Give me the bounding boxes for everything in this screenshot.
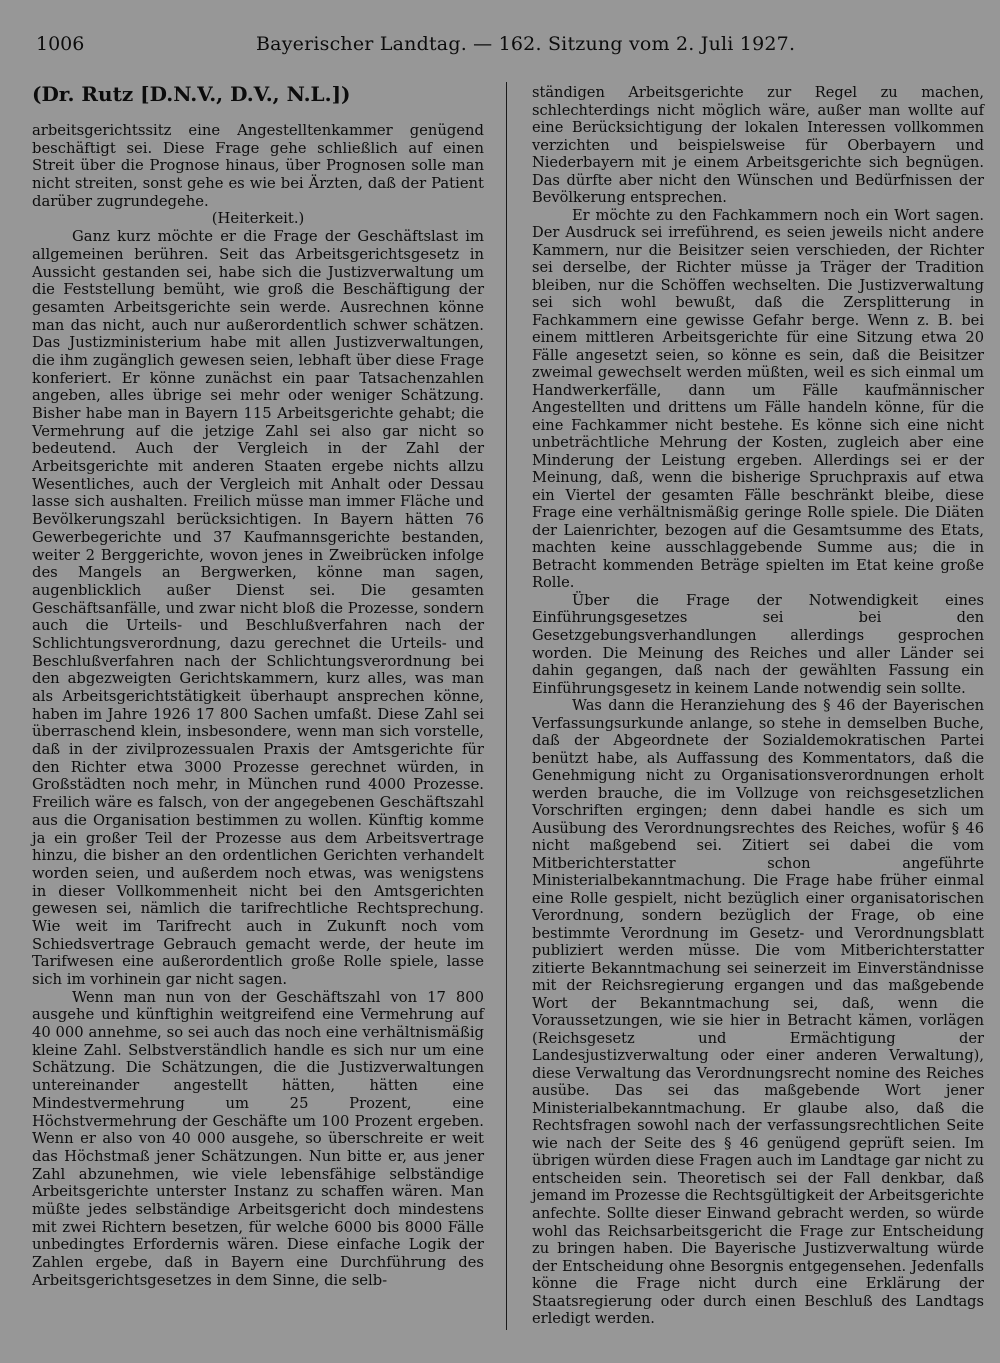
paragraph: Er möchte zu den Fachkammern noch ein Wort sagen. Der Ausdruck sei irreführend, es seien jeweils nicht andere Kammern, nur die Beisitzer seien verschieden, der Richter sei derselbe, der Richter müsse ja Träger der Tradition bleiben, nur die Schöffen wechselten. Die Justizverwaltung sei sich wohl bewußt, daß die Zersplitterung in Fachkammern eine gewisse Gefahr berge. Wenn z. B. bei einem mittleren Arbeitsgerichte für eine Sitzung etwa 20 Fälle angesetzt seien, so könne es sein, daß die Beisitzer zweimal gewechselt werden müßten, weil es sich einmal um Handwerkerfälle, dann um Fälle kaufmännischer Angestellten und drittens um Fälle handeln könne, für die eine Fachkammer nicht bestehe. Es könne sich eine nicht unbeträchtliche Mehrung der Kosten, zugleich aber eine Minderung der Leistung ergeben. Allerdings sei er der Meinung, daß, wenn die bisherige Spruchpraxis auf etwa ein Viertel der gesamten Fälle beschränkt bleibe, diese Frage eine verhältnismäßig geringe Rolle spiele. Die Diäten der Laienrichter, bezogen auf die Gesamtsumme des Etats, machten keine ausschlaggebende Summe aus; die in Betracht kommenden Beträge spielten im Etat keine große Rolle.	[532, 206, 984, 592]
page-number: 1006	[36, 33, 85, 55]
paragraph: Was dann die Heranziehung des § 46 der Bayerischen Verfassungsurkunde anlange, so stehe in demselben Buche, daß der Abgeordnete der Sozialdemokratischen Partei benützt habe, als Auffassung des Kommentators, daß die Genehmigung nicht zu Organisationsverordnungen erholt werden brauche, die im Vollzuge von reichsgesetzlichen Vorschriften ergingen; denn dabei handle es sich um Ausübung des Verordnungsrechtes des Reiches, wofür § 46 nicht maßgebend sei. Zitiert sei dabei die vom Mitberichterstatter schon angeführte Ministerialbekanntmachung. Die Frage habe früher einmal eine Rolle gespielt, nicht bezüglich einer organisatorischen Verordnung, sondern bezüglich der Frage, ob eine bestimmte Verordnung im Gesetz- und Verordnungsblatt publiziert werden müsse. Die vom Mitberichterstatter zitierte Bekanntmachung sei seinerzeit im Einverständnisse mit der Reichsregierung ergangen und das maßgebende Wort der Bekanntmachung sei, daß, wenn die Voraussetzungen, wie sie hier in Betracht kämen, vorlägen (Reichsgesetz und Ermächtigung der Landesjustizverwaltung oder einer anderen Verwaltung), diese Verwaltung das Verordnungsrecht nomine des Reiches ausübe. Das sei das maßgebende Wort jener Ministerialbekanntmachung. Er glaube also, daß die Rechtsfragen sowohl nach der verfassungsrechtlichen Seite wie nach der Seite des § 46 genügend geprüft seien. Im übrigen würden diese Fragen auch im Landtage gar nicht zu entscheiden sein. Theoretisch sei der Fall denkbar, daß jemand im Prozesse die Rechtsgültigkeit der Arbeitsgerichte anfechte. Sollte dieser Einwand gebracht werden, so würde wohl das Reichsarbeitsgericht die Frage zur Entscheidung zu bringen haben. Die Bayerische Justizverwaltung würde der Entscheidung ohne Besorgnis entgegensehen. Jedenfalls könne die Frage nicht durch eine Erklärung der Staatsregierung oder durch einen Beschluß des Landtags erledigt werden.	[532, 697, 984, 1328]
right-column	[532, 84, 984, 1328]
paragraph: Wenn man nun von der Geschäftszahl von 17 800 ausgehe und künftighin weitgreifend eine Vermehrung auf 40 000 annehme, so sei auch das noch eine verhältnismäßig kleine Zahl. Selbstverständlich handle es sich nur um eine Schätzung. Die Schätzungen, die die Justizverwaltungen untereinander angestellt hätten, hätten eine Mindestvermehrung um 25 Prozent, eine Höchstvermehrung der Geschäfte um 100 Prozent ergeben. Wenn er also von 40 000 ausgehe, so überschreite er weit das Höchstmaß jener Schätzungen. Nun bitte er, aus jener Zahl abzunehmen, wie viele lebensfähige selbständige Arbeitsgerichte unterster Instanz zu schaffen wären. Man müßte jedes selbständige Arbeitsgericht doch mindestens mit zwei Richtern besetzen, für welche 6000 bis 8000 Fälle unbedingtes Erfordernis wären. Diese einfache Logik der Zahlen ergebe, daß in Bayern eine Durchführung des Arbeitsgerichtsgesetzes in dem Sinne, die selb-	[32, 988, 484, 1289]
speaker-heading: (Dr. Rutz [D.N.V., D.V., N.L.])	[32, 82, 351, 106]
paragraph: arbeitsgerichtssitz eine Angestelltenkammer genügend beschäftigt sei. Diese Frage gehe schließlich auf einen Streit über die Prognose hinaus, über Prognosen solle man nicht streiten, sonst gehe es wie bei Ärzten, daß der Patient darüber zugrundegehe.	[32, 122, 484, 210]
running-head: Bayerischer Landtag. — 162. Sitzung vom 2. Juli 1927.	[256, 33, 796, 55]
paragraph: ständigen Arbeitsgerichte zur Regel zu machen, schlechterdings nicht möglich wäre, außer man wollte auf eine Berücksichtigung der lokalen Interessen vollkommen verzichten und beispielsweise für Oberbayern und Niederbayern mit je einem Arbeitsgerichte sich begnügen. Das dürfte aber nicht den Wünschen und Bedürfnissen der Bevölkerung entsprechen.	[532, 84, 984, 207]
paragraph: Ganz kurz möchte er die Frage der Geschäftslast im allgemeinen berühren. Seit das Arbeitsgerichtsgesetz in Aussicht gestanden sei, habe sich die Justizverwaltung um die Feststellung bemüht, wie groß die Beschäftigung der gesamten Arbeitsgerichte sein werde. Ausrechnen könne man das nicht, auch nur außerordentlich schwer schätzen. Das Justizministerium habe mit allen Justizverwaltungen, die ihm zugänglich gewesen seien, lebhaft über diese Frage konferiert. Er könne zunächst ein paar Tatsachenzahlen angeben, alles übrige sei mehr oder weniger Schätzung. Bisher habe man in Bayern 115 Arbeitsgerichte gehabt; die Vermehrung auf die jetzige Zahl sei also gar nicht so bedeutend. Auch der Vergleich in der Zahl der Arbeitsgerichte mit anderen Staaten ergebe nichts allzu Wesentliches, auch der Vergleich mit Anhalt oder Dessau lasse sich aushalten. Freilich müsse man immer Fläche und Bevölkerungszahl berücksichtigen. In Bayern hätten 76 Gewerbegerichte und 37 Kaufmannsgerichte bestanden, weiter 2 Berggerichte, wovon jenes in Zweibrücken infolge des Mangels an Bergwerken, könne man sagen, augenblicklich außer Dienst sei. Die gesamten Geschäftsanfälle, und zwar nicht bloß die Prozesse, sondern auch die Urteils- und Beschlußverfahren nach der Schlichtungsverordnung, dazu gerechnet die Urteils- und Beschlußverfahren nach der Schlichtungsverordnung bei den abgezweigten Gerichtskammern, kurz alles, was man als Arbeitsgerichtstätigkeit überhaupt ansprechen könne, haben im Jahre 1926 17 800 Sachen umfaßt. Diese Zahl sei überraschend klein, insbesondere, wenn man sich vorstelle, daß in der zivilprozessualen Praxis der Amtsgerichte für den Richter etwa 3000 Prozesse gerechnet würden, in Großstädten noch mehr, in München rund 4000 Prozesse. Freilich wäre es falsch, von der angegebenen Geschäftszahl aus die Organisation bestimmen zu wollen. Künftig komme ja ein großer Teil der Prozesse aus dem Arbeitsvertrage hinzu, die bisher an den ordentlichen Gerichten verhandelt worden seien, und außerdem noch etwas, was wenigstens in dieser Vollkommenheit nicht bei den Amtsgerichten gewesen sei, nämlich die tarifrechtliche Rechtsprechung. Wie weit im Tarifrecht auch in Zukunft noch vom Schiedsvertrage Gebrauch gemacht werde, der heute im Tarifwesen eine außerordentlich große Rolle spiele, lasse sich im vorhinein gar nicht sagen.	[32, 228, 484, 988]
column-divider	[506, 82, 507, 1330]
left-column	[32, 84, 484, 1289]
paragraph: Über die Frage der Notwendigkeit eines Einführungsgesetzes sei bei den Gesetzgebungsverhandlungen allerdings gesprochen worden. Die Meinung des Reiches und aller Länder sei dahin gegangen, daß nach der gewählten Fassung ein Einführungsgesetz in keinem Lande notwendig sein sollte.	[532, 591, 984, 697]
interjection: (Heiterkeit.)	[211, 210, 305, 228]
